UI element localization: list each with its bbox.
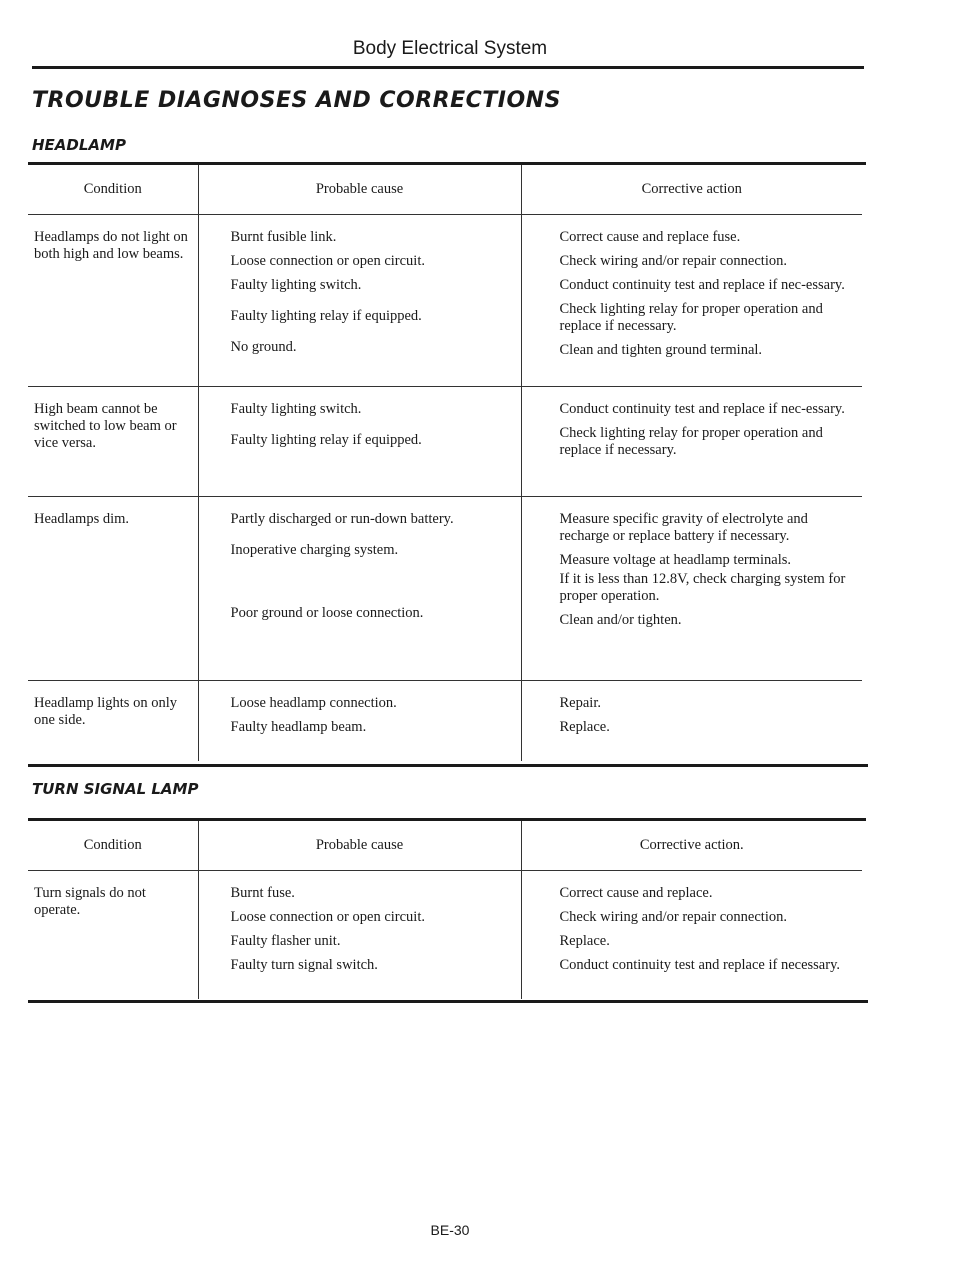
cause-cell [198,215,521,387]
cause-cell [198,497,521,681]
cause-item: Faulty lighting switch. [230,401,362,417]
table-row [28,681,862,762]
turn-signal-table [28,821,862,999]
action-item: Replace. [559,933,610,949]
header-rule [32,66,864,69]
action-item: Check lighting relay for proper operation and replace if necessary. [559,425,823,458]
column-header-action: Corrective action [521,165,862,215]
page-header: Body Electrical System [352,38,548,59]
cause-item: Faulty lighting switch. [230,277,362,293]
action-item: Check lighting relay for proper operation and replace if necessary. [559,301,823,334]
cause-item: Loose connection or open circuit. [230,253,425,269]
action-item: Check wiring and/or repair connection. [559,253,787,269]
action-item: Measure specific gravity of electrolyte and recharge or replace battery if necessary. [559,511,808,544]
cause-item: Burnt fusible link. [230,229,337,245]
cause-item: No ground. [230,339,297,355]
action-cell [521,387,862,497]
action-item: Measure voltage at headlamp terminals. [559,552,792,568]
cause-item: Faulty lighting relay if equipped. [230,308,422,324]
page-number: BE-30 [430,1222,470,1238]
action-item: Correct cause and replace. [559,885,713,901]
action-cell [521,497,862,681]
action-item: Check wiring and/or repair connection. [559,909,787,925]
action-item: Repair. [559,695,601,711]
headlamp-table-bottom-rule [28,764,868,767]
cause-cell [198,681,521,762]
cause-cell [198,387,521,497]
cause-item: Burnt fuse. [230,885,295,901]
condition-cell: Headlamps do not light on both high and low beams. [28,215,198,387]
cause-item: Faulty headlamp beam. [230,719,367,735]
column-header-cause: Probable cause [198,165,521,215]
table-row [28,215,862,387]
cause-item: Faulty lighting relay if equipped. [230,432,422,448]
action-item: Clean and/or tighten. [559,612,682,628]
action-cell [521,871,862,1000]
cause-item: Inoperative charging system. [230,542,399,558]
table-row [28,387,862,497]
action-item: Conduct continuity test and replace if necessary. [559,957,841,973]
page-title: TROUBLE DIAGNOSES AND CORRECTIONS [32,88,561,113]
cause-cell [198,871,521,1000]
condition-cell: High beam cannot be switched to low beam or vice versa. [28,387,198,497]
table-header-row [28,165,862,215]
action-item: Clean and tighten ground terminal. [559,342,763,358]
cause-item: Partly discharged or run-down battery. [230,511,454,527]
cause-item: Loose connection or open circuit. [230,909,425,925]
action-cell [521,215,862,387]
action-item: If it is less than 12.8V, check charging system for proper operation. [559,571,846,604]
condition-cell: Headlamps dim. [28,497,198,681]
column-header-condition: Condition [28,165,198,215]
headlamp-table [28,165,862,761]
column-header-action: Corrective action. [521,821,862,871]
action-item: Correct cause and replace fuse. [559,229,741,245]
cause-item: Loose headlamp connection. [230,695,397,711]
column-header-cause: Probable cause [198,821,521,871]
section-title-turn-signal: TURN SIGNAL LAMP [32,780,199,798]
cause-item: Faulty turn signal switch. [230,957,378,973]
action-cell [521,681,862,762]
action-item: Conduct continuity test and replace if nec-essary. [559,277,845,293]
action-item: Conduct continuity test and replace if nec-essary. [559,401,845,417]
action-item: Replace. [559,719,610,735]
section-title-headlamp: HEADLAMP [32,136,126,154]
cause-item: Faulty flasher unit. [230,933,341,949]
table-header-row [28,821,862,871]
turn-signal-table-bottom-rule [28,1000,868,1003]
condition-cell: Turn signals do not operate. [34,885,146,918]
table-row [28,497,862,681]
cause-item: Poor ground or loose connection. [230,605,424,621]
table-row [28,871,862,1000]
column-header-condition: Condition [28,821,198,871]
condition-cell: Headlamp lights on only one side. [34,695,177,728]
